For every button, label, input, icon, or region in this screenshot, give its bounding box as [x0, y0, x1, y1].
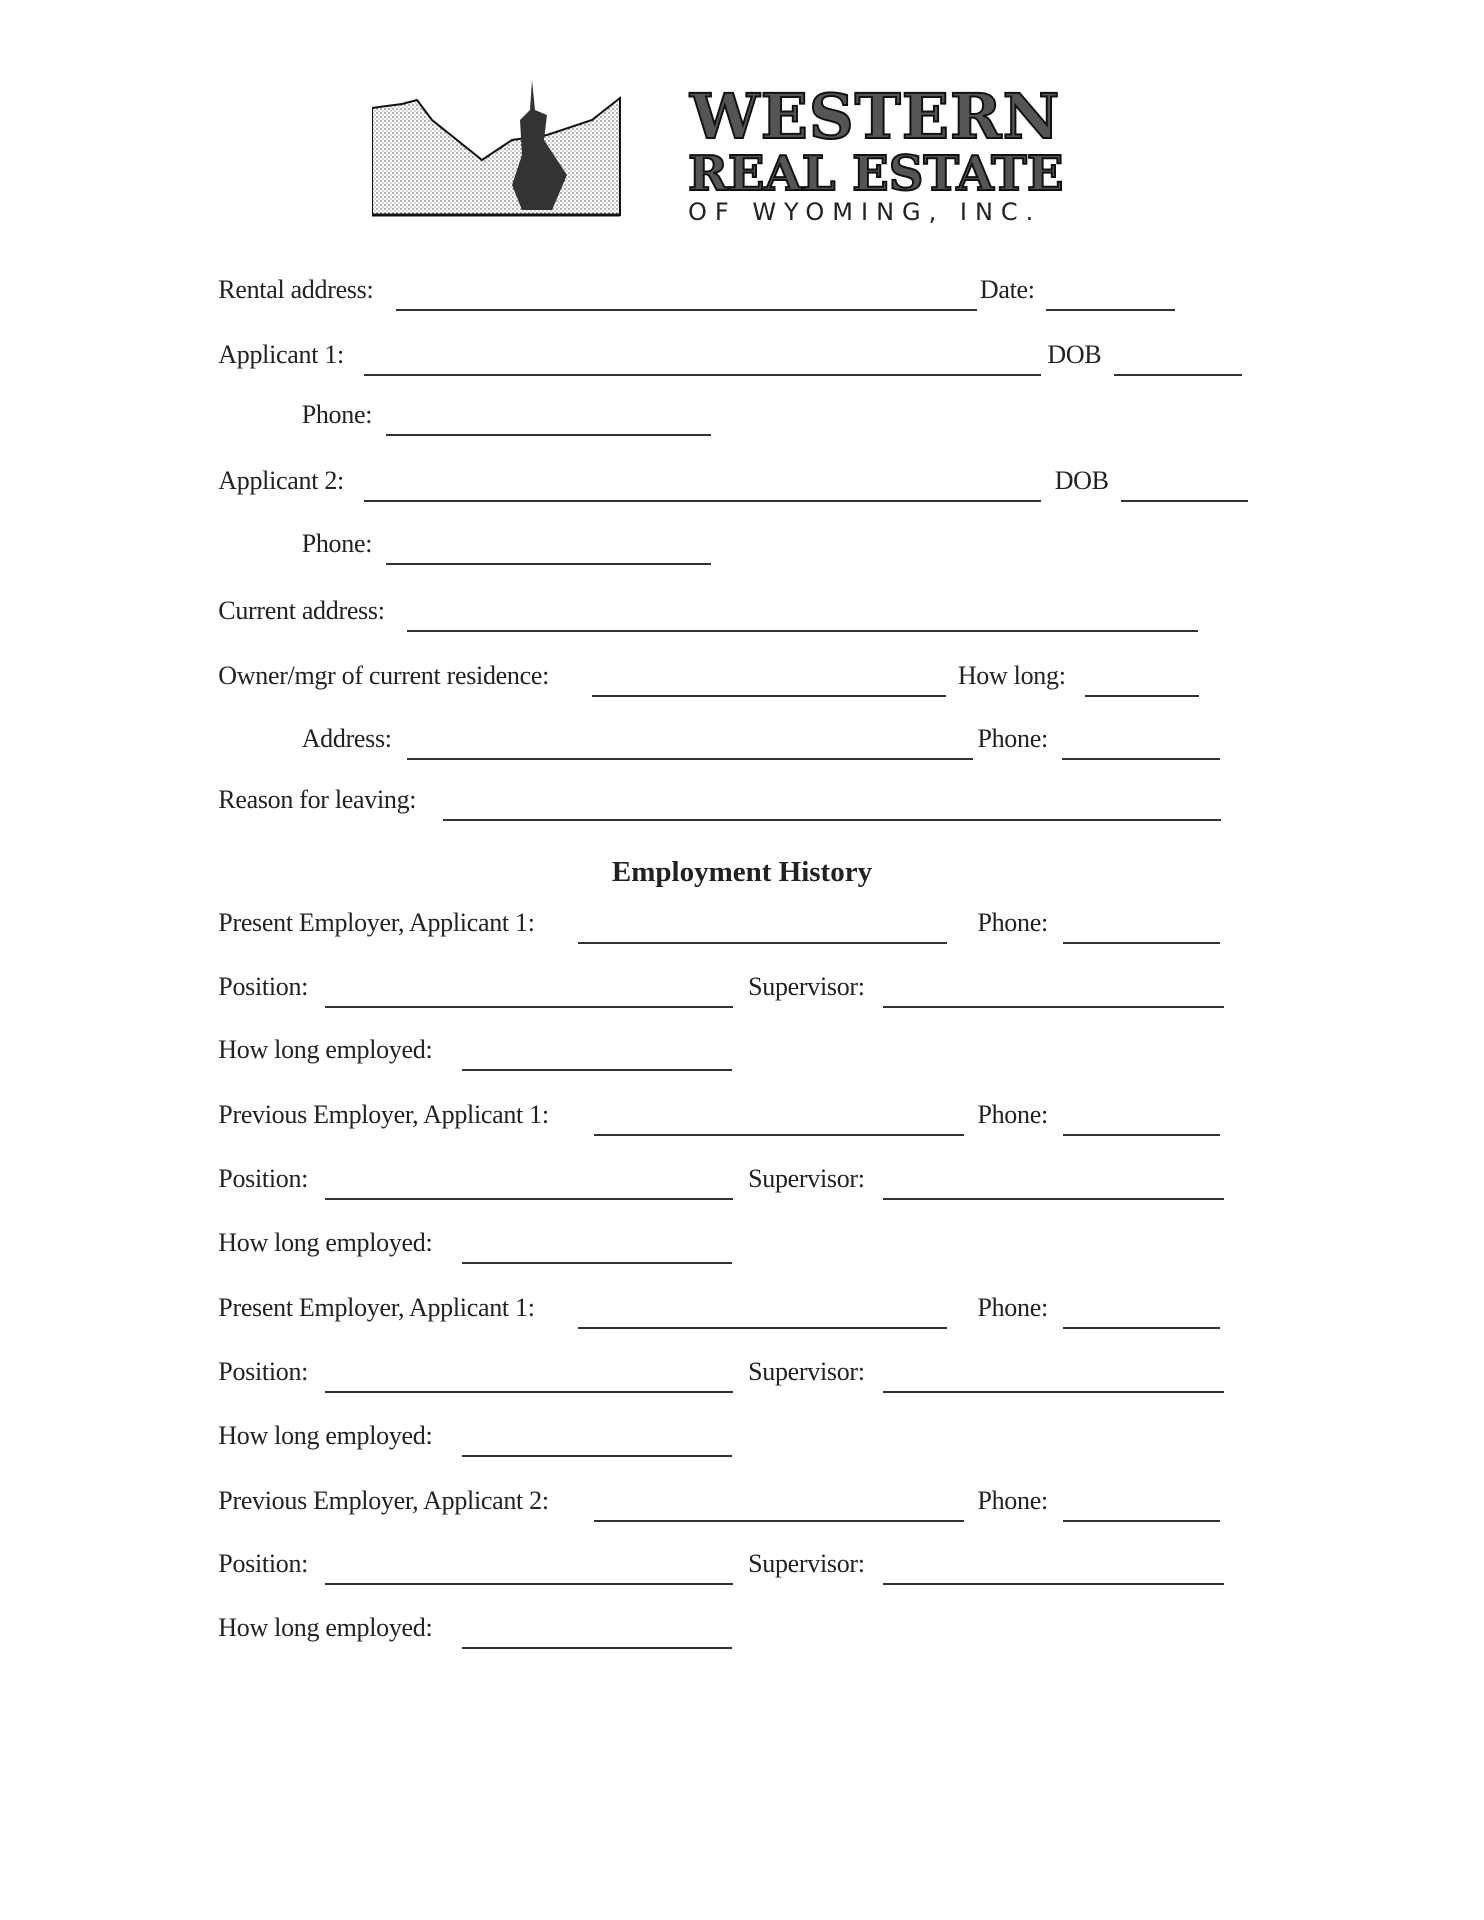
owner-phone-label: Phone: [977, 723, 1048, 753]
employer-phone-input[interactable] [1063, 1327, 1220, 1329]
supervisor-label: Supervisor: [748, 1549, 865, 1579]
supervisor-input[interactable] [883, 1583, 1224, 1585]
logo-of-wyoming: OF WYOMING, INC. [688, 198, 1042, 226]
date-label: Date: [979, 275, 1035, 305]
supervisor-label: Supervisor: [748, 971, 865, 1001]
employer-input[interactable] [578, 942, 947, 944]
reason-leaving-input[interactable] [443, 819, 1222, 821]
cowboy-mountain-logo-icon [372, 80, 672, 225]
position-label: Position: [218, 971, 309, 1001]
how-long-employed-label: How long employed: [218, 1420, 433, 1450]
rental-address-label: Rental address: [218, 275, 374, 305]
rental-address-input[interactable] [396, 309, 977, 311]
employer-label: Previous Employer, Applicant 1: [218, 1100, 549, 1130]
how-long-employed-input[interactable] [462, 1647, 732, 1649]
employer-phone-label: Phone: [977, 1100, 1048, 1130]
company-logo [372, 80, 1132, 225]
dob2-label: DOB [1054, 466, 1109, 496]
how-long-employed-input[interactable] [462, 1262, 732, 1264]
position-label: Position: [218, 1164, 309, 1194]
phone1-label: Phone: [301, 400, 373, 430]
dob2-input[interactable] [1121, 500, 1249, 502]
how-long-employed-input[interactable] [462, 1069, 732, 1071]
employer-phone-input[interactable] [1063, 1520, 1220, 1522]
how-long-employed-label: How long employed: [218, 1035, 433, 1065]
owner-mgr-input[interactable] [592, 695, 945, 697]
dob1-input[interactable] [1114, 374, 1243, 376]
current-address-label: Current address: [218, 596, 385, 626]
supervisor-input[interactable] [883, 1198, 1224, 1200]
applicant2-label: Applicant 2: [218, 466, 344, 496]
owner-phone-input[interactable] [1062, 758, 1220, 760]
applicant1-input[interactable] [364, 374, 1041, 376]
employer-phone-label: Phone: [977, 1292, 1048, 1322]
how-long-employed-label: How long employed: [218, 1227, 433, 1257]
employer-label: Previous Employer, Applicant 2: [218, 1485, 549, 1515]
position-input[interactable] [325, 1391, 733, 1393]
how-long-employed-label: How long employed: [218, 1613, 433, 1643]
phone1-input[interactable] [386, 434, 711, 436]
position-label: Position: [218, 1356, 309, 1386]
applicant2-input[interactable] [364, 500, 1041, 502]
position-input[interactable] [325, 1583, 733, 1585]
employer-phone-input[interactable] [1063, 942, 1220, 944]
supervisor-label: Supervisor: [748, 1164, 865, 1194]
owner-address-input[interactable] [407, 758, 972, 760]
date-input[interactable] [1046, 309, 1175, 311]
employer-phone-input[interactable] [1063, 1134, 1220, 1136]
logo-real-estate: REAL ESTATE [688, 146, 1064, 202]
employer-phone-label: Phone: [977, 907, 1048, 937]
employer-input[interactable] [594, 1134, 964, 1136]
reason-leaving-label: Reason for leaving: [218, 785, 417, 815]
position-label: Position: [218, 1549, 309, 1579]
position-input[interactable] [325, 1198, 733, 1200]
how-long-input[interactable] [1085, 695, 1199, 697]
employment-history-heading: Employment History [611, 856, 873, 888]
how-long-employed-input[interactable] [462, 1455, 732, 1457]
logo-western: WESTERN [690, 80, 1061, 153]
supervisor-input[interactable] [883, 1006, 1224, 1008]
how-long-label: How long: [957, 661, 1066, 691]
phone2-input[interactable] [386, 563, 711, 565]
applicant1-label: Applicant 1: [218, 340, 344, 370]
owner-address-label: Address: [301, 723, 392, 753]
owner-mgr-label: Owner/mgr of current residence: [218, 661, 550, 691]
employer-phone-label: Phone: [977, 1485, 1048, 1515]
employer-input[interactable] [578, 1327, 947, 1329]
supervisor-label: Supervisor: [748, 1356, 865, 1386]
employer-label: Present Employer, Applicant 1: [218, 907, 535, 937]
employer-label: Present Employer, Applicant 1: [218, 1292, 535, 1322]
supervisor-input[interactable] [883, 1391, 1224, 1393]
dob1-label: DOB [1047, 340, 1102, 370]
current-address-input[interactable] [407, 630, 1198, 632]
phone2-label: Phone: [301, 528, 373, 558]
employer-input[interactable] [594, 1520, 964, 1522]
position-input[interactable] [325, 1006, 733, 1008]
